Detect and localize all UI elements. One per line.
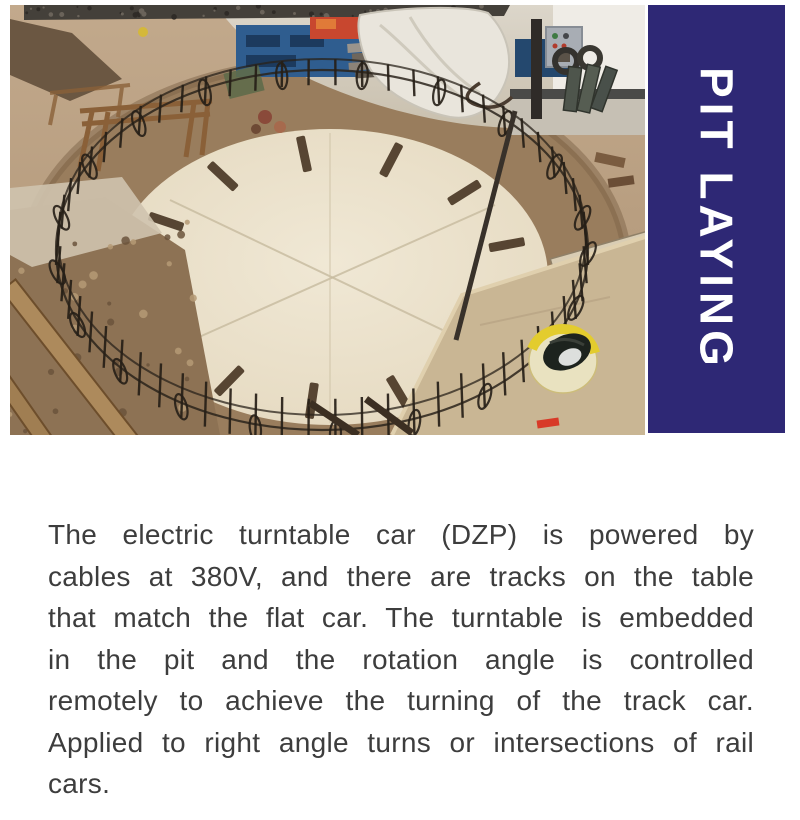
section-banner-label: PIT LAYING [690, 67, 743, 371]
article-line: in the pit and the rotation angle is controlled [48, 643, 754, 675]
construction-photo-svg [10, 5, 645, 435]
article-line: that match the flat car. The turntable is embedded [48, 602, 754, 633]
section-banner [648, 5, 785, 433]
construction-photo [10, 5, 645, 435]
article-line: remotely to achieve the turning of the track car. [48, 685, 754, 716]
safety-helmet [529, 326, 597, 393]
article-line: cables at 380V, and there are tracks on the table [48, 560, 754, 592]
article-paragraph [48, 514, 754, 805]
yellow-marker [138, 27, 148, 37]
article-line: cars. [48, 768, 111, 799]
article-line: The electric turntable car (DZP) is powered by [48, 519, 754, 550]
article-line: Applied to right angle turns or intersections of rail [48, 726, 754, 758]
